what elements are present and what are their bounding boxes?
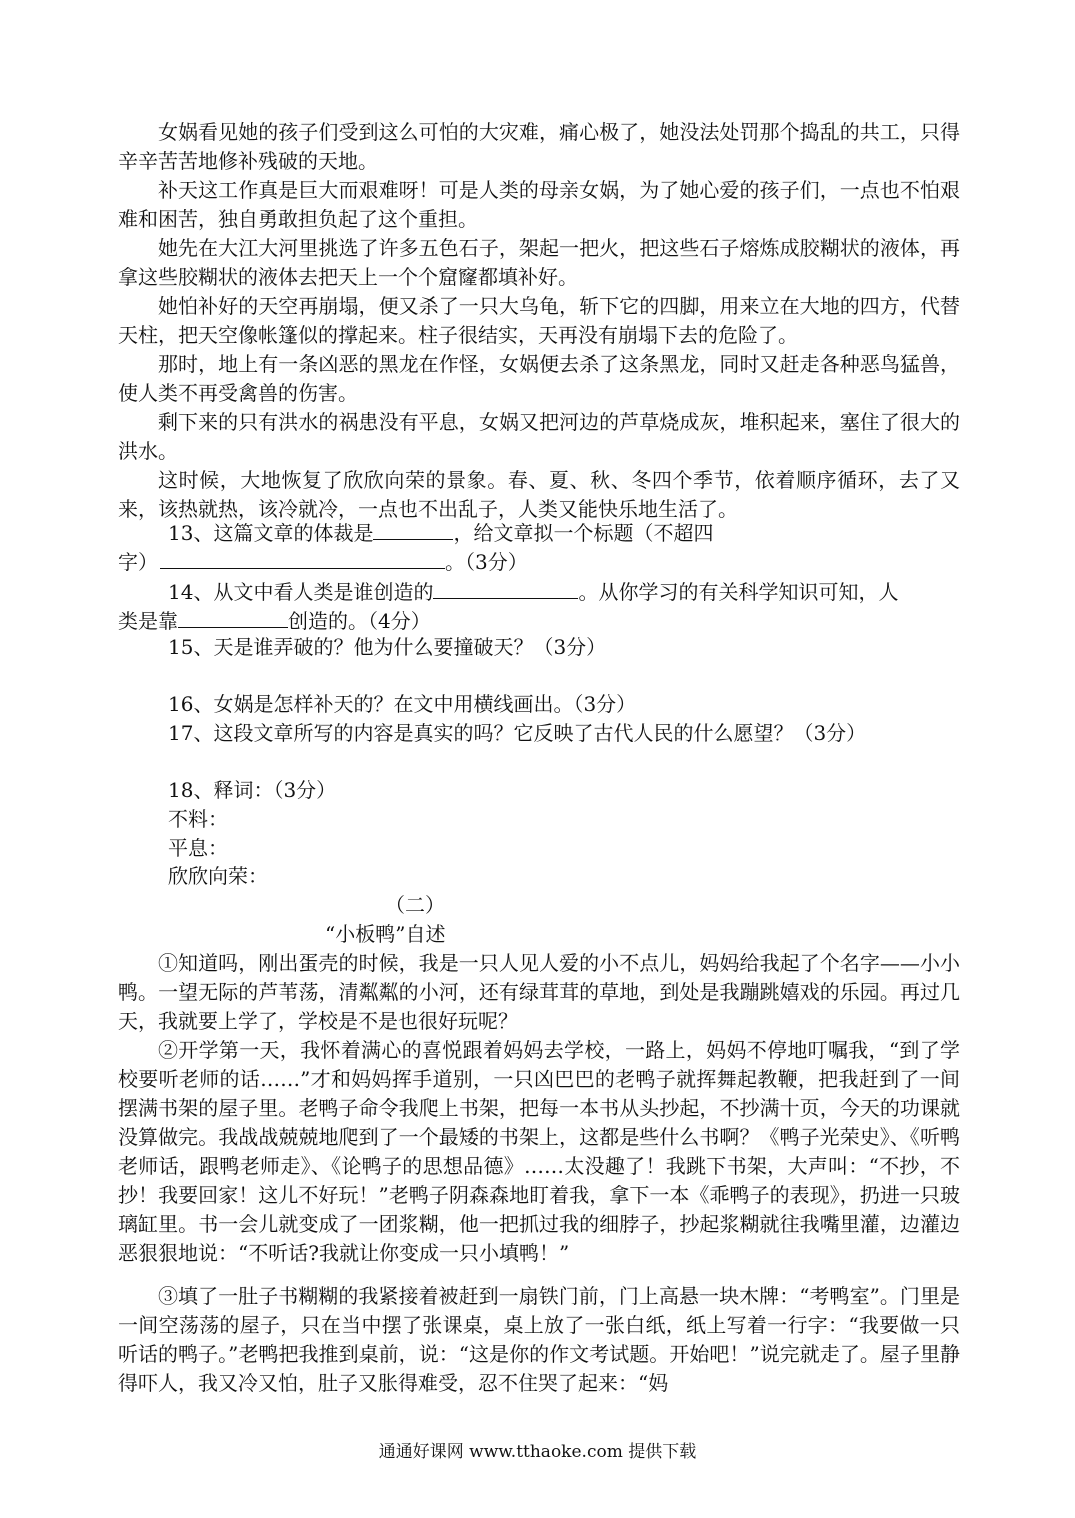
passage2-paragraph-2: ②开学第一天，我怀着满心的喜悦跟着妈妈去学校，一路上，妈妈不停地叮嘱我，“到了学校要听老师的话……”才和妈妈挥手道别，一只凶巴巴的老鸭子就挥舞起教鞭，把我赶到了一间摆满书架的屋子里。老鸭子命令我爬上书架，把每一本书从头抄起，不抄满十页，今天的功课就没算做完。我战战兢兢地爬到了一个最矮的书架上，这都是些什么书啊？《鸭子光荣史》、《听鸭老师话，跟鸭老师走》、《论鸭子的思想品德》……太没趣了！我跳下书架，大声叫：“不抄，不抄！我要回家！这儿不好玩！”老鸭子阴森森地盯着我，拿下一本《乖鸭子的表现》，扔进一只玻璃缸里。书一会儿就变成了一团浆糊，他一把抓过我的细脖子，抄起浆糊就往我嘴里灌，边灌边恶狠狠地说：“不听话?我就让你变成一只小填鸭！” bbox=[118, 1038, 960, 1265]
question-14-text-c: 类是靠 bbox=[118, 609, 178, 633]
passage1-paragraph-1: 女娲看见她的孩子们受到这么可怕的大灾难，痛心极了，她没法处罚那个捣乱的共工，只得辛辛苦苦地修补残破的天地。 bbox=[118, 120, 960, 173]
question-13-text-b: ，给文章拟一个标题（不超四 bbox=[453, 521, 714, 545]
term-pingxi: 平息： bbox=[168, 836, 228, 860]
section-number: （二） bbox=[385, 893, 445, 917]
passage1-paragraph-5: 那时，地上有一条凶恶的黑龙在作怪，女娲便去杀了这条黑龙，同时又赶走各种恶鸟猛兽，使人类不再受禽兽的伤害。 bbox=[118, 352, 960, 405]
question-14-line-1 bbox=[168, 576, 898, 607]
question-14-text-b: 。从你学习的有关科学知识可知，人 bbox=[578, 580, 899, 604]
passage2-title: “小板鸭”自述 bbox=[325, 922, 446, 946]
question-16: 16、女娲是怎样补天的？在文中用横线画出。（3分） bbox=[168, 692, 637, 716]
question-13-text-c: 字） bbox=[118, 550, 158, 574]
answer-blank-science[interactable] bbox=[178, 605, 288, 628]
passage2-paragraph-3: ③填了一肚子书糊糊的我紧接着被赶到一扇铁门前，门上高悬一块木牌：“考鸭室”。门里是一间空荡荡的屋子，只在当中摆了张课桌，桌上放了一张白纸，纸上写着一行字：“我要做一只听话的鸭子。”老鸭把我推到桌前，说：“这是你的作文考试题。开始吧！”说完就走了。屋子里静得吓人，我又冷又怕，肚子又胀得难受，忍不住哭了起来：“妈 bbox=[118, 1284, 960, 1395]
question-17: 17、这段文章所写的内容是真实的吗？它反映了古代人民的什么愿望？（3分） bbox=[168, 721, 867, 745]
term-xinxinxiangrong: 欣欣向荣： bbox=[168, 864, 268, 888]
question-13-text-a: 13、这篇文章的体裁是 bbox=[168, 521, 374, 545]
passage1-paragraph-2: 补天这工作真是巨大而艰难呀！可是人类的母亲女娲，为了她心爱的孩子们，一点也不怕艰难和困苦，独自勇敢担负起了这个重担。 bbox=[118, 178, 960, 231]
answer-blank-genre[interactable] bbox=[373, 517, 453, 540]
question-13-text-d: 。（3分） bbox=[445, 550, 528, 574]
passage1-paragraph-4: 她怕补好的天空再崩塌，便又杀了一只大乌龟，斩下它的四脚，用来立在大地的四方，代替天柱，把天空像帐篷似的撑起来。柱子很结实，天再没有崩塌下去的危险了。 bbox=[118, 294, 960, 347]
passage1-paragraph-3: 她先在大江大河里挑选了许多五色石子，架起一把火，把这些石子熔炼成胶糊状的液体，再拿这些胶糊状的液体去把天上一个个窟窿都填补好。 bbox=[118, 236, 960, 289]
passage1-paragraph-6: 剩下来的只有洪水的祸患没有平息，女娲又把河边的芦草烧成灰，堆积起来，塞住了很大的洪水。 bbox=[118, 410, 960, 463]
footer-source: 通通好课网 www.tthaoke.com 提供下载 bbox=[378, 1442, 697, 1462]
answer-blank-title[interactable] bbox=[160, 546, 445, 569]
question-15: 15、天是谁弄破的？他为什么要撞破天？（3分） bbox=[168, 635, 607, 659]
question-14-line-2 bbox=[118, 605, 431, 636]
term-buliao: 不料： bbox=[168, 807, 228, 831]
passage1-paragraph-7: 这时候，大地恢复了欣欣向荣的景象。春、夏、秋、冬四个季节，依着顺序循环，去了又来，该热就热，该冷就冷，一点也不出乱子，人类又能快乐地生活了。 bbox=[118, 468, 960, 521]
question-13-line-2 bbox=[118, 546, 528, 577]
question-14-text-d: 创造的。（4分） bbox=[288, 609, 431, 633]
question-14-text-a: 14、从文中看人类是谁创造的 bbox=[168, 580, 434, 604]
question-13-line-1 bbox=[168, 517, 713, 548]
passage2-paragraph-1: ①知道吗，刚出蛋壳的时候，我是一只人见人爱的小不点儿，妈妈给我起了个名字——小小鸭。一望无际的芦苇荡，清粼粼的小河，还有绿茸茸的草地，到处是我蹦跳嬉戏的乐园。再过几天，我就要上学了，学校是不是也很好玩呢？ bbox=[118, 951, 960, 1033]
answer-blank-creator[interactable] bbox=[433, 576, 578, 599]
question-18: 18、释词：（3分） bbox=[168, 778, 337, 802]
